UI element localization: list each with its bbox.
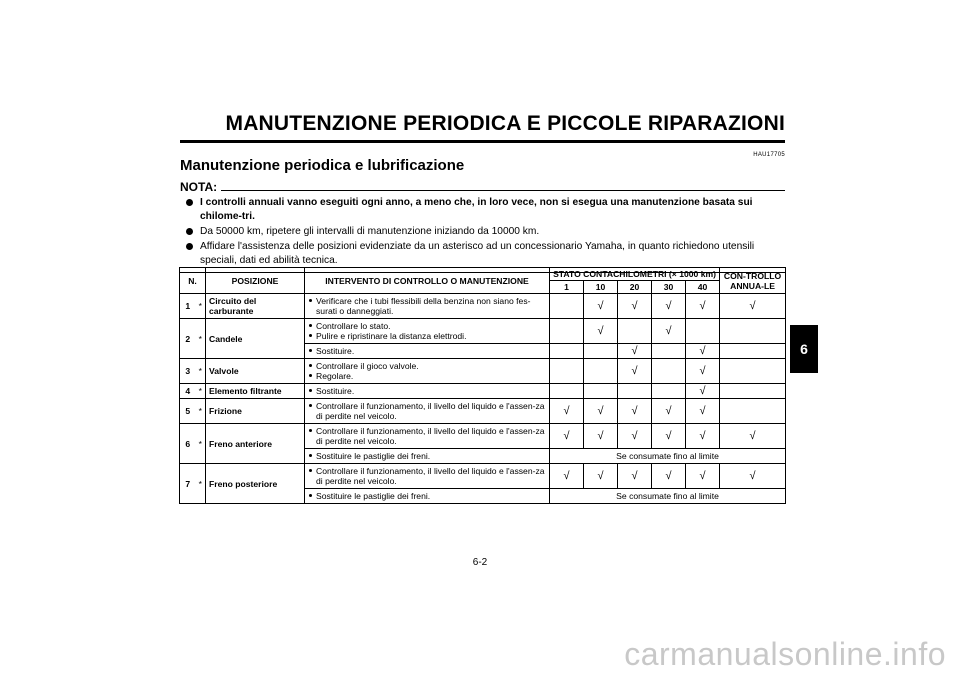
empty-cell <box>618 319 652 344</box>
header-rule <box>180 140 785 143</box>
table-row <box>180 464 786 489</box>
note-block <box>180 180 785 273</box>
table-row <box>180 384 786 399</box>
empty-cell <box>720 319 786 344</box>
empty-cell <box>652 344 686 359</box>
check-mark: √ <box>584 319 618 344</box>
action-text: Sostituire. <box>316 386 355 396</box>
row-number: 5 <box>180 399 196 424</box>
note-list <box>180 196 785 268</box>
bullet-icon <box>186 228 193 235</box>
note-label: NOTA: <box>180 180 218 194</box>
row-asterisk: * <box>196 424 206 464</box>
row-number: 2 <box>180 319 196 359</box>
bullet-icon <box>186 243 193 250</box>
row-number: 4 <box>180 384 196 399</box>
check-mark: √ <box>584 399 618 424</box>
empty-cell <box>652 384 686 399</box>
action-item <box>309 331 545 341</box>
maintenance-table <box>179 267 786 504</box>
action-text: Verificare che i tubi flessibili della benzina non siano fes-surati o danneggiati. <box>316 296 531 316</box>
page-header-title: MANUTENZIONE PERIODICA E PICCOLE RIPARAZIONI <box>225 112 785 135</box>
row-action <box>305 384 550 399</box>
row-number: 6 <box>180 424 196 464</box>
action-text: Controllare il funzionamento, il livello del liquido e l'assen-za di perdite nel veicolo. <box>316 466 545 486</box>
check-mark: √ <box>618 294 652 319</box>
check-mark: √ <box>686 294 720 319</box>
table-row <box>180 399 786 424</box>
check-mark: √ <box>652 399 686 424</box>
check-mark: √ <box>618 344 652 359</box>
check-mark: √ <box>686 359 720 384</box>
row-asterisk: * <box>196 359 206 384</box>
check-mark: √ <box>686 424 720 449</box>
check-mark: √ <box>686 399 720 424</box>
note-item <box>180 225 785 239</box>
action-text: Pulire e ripristinare la distanza elettrodi. <box>316 331 467 341</box>
action-item <box>309 451 545 461</box>
row-action <box>305 449 550 464</box>
header-action: INTERVENTO DI CONTROLLO O MANUTENZIONE <box>305 268 550 294</box>
bullet-icon <box>309 349 312 352</box>
empty-cell <box>720 359 786 384</box>
row-position: Candele <box>206 319 305 359</box>
table-row <box>180 294 786 319</box>
bullet-icon <box>309 299 312 302</box>
note-item-text: Da 50000 km, ripetere gli intervalli di manutenzione iniziando da 10000 km. <box>200 226 540 237</box>
check-mark: √ <box>618 424 652 449</box>
check-mark: √ <box>618 464 652 489</box>
row-number: 3 <box>180 359 196 384</box>
check-mark: √ <box>584 424 618 449</box>
check-mark: √ <box>720 424 786 449</box>
action-item <box>309 386 545 396</box>
row-interval-note: Se consumate fino al limite <box>550 449 786 464</box>
row-action <box>305 399 550 424</box>
empty-cell <box>550 359 584 384</box>
header-km-10: 10 <box>584 281 618 294</box>
header-km-20: 20 <box>618 281 652 294</box>
action-item <box>309 491 545 501</box>
bullet-icon <box>309 324 312 327</box>
note-item <box>180 240 785 268</box>
check-mark: √ <box>720 294 786 319</box>
check-mark: √ <box>652 294 686 319</box>
bullet-icon <box>309 389 312 392</box>
row-action <box>305 319 550 344</box>
empty-cell <box>550 384 584 399</box>
row-action <box>305 424 550 449</box>
check-mark: √ <box>652 464 686 489</box>
header-odometer: STATO CONTACHILOMETRI (× 1000 km) <box>550 268 720 281</box>
check-mark: √ <box>652 424 686 449</box>
note-item <box>180 196 785 224</box>
row-asterisk: * <box>196 464 206 504</box>
row-position: Elemento filtrante <box>206 384 305 399</box>
bullet-icon <box>186 199 193 206</box>
check-mark: √ <box>584 464 618 489</box>
row-asterisk: * <box>196 384 206 399</box>
empty-cell <box>584 344 618 359</box>
action-item <box>309 321 545 331</box>
note-heading-rule <box>221 190 785 191</box>
action-text: Sostituire le pastiglie dei freni. <box>316 491 431 501</box>
table-body <box>180 294 786 504</box>
check-mark: √ <box>686 344 720 359</box>
action-item <box>309 401 545 421</box>
bullet-icon <box>309 334 312 337</box>
header-annual: CON-TROLLO ANNUA-LE <box>720 268 786 294</box>
row-asterisk: * <box>196 294 206 319</box>
row-interval-note: Se consumate fino al limite <box>550 489 786 504</box>
empty-cell <box>584 384 618 399</box>
action-item <box>309 361 545 371</box>
header-km-30: 30 <box>652 281 686 294</box>
section-title: Manutenzione periodica e lubrificazione <box>180 157 465 174</box>
table-row <box>180 319 786 344</box>
note-item-text: Affidare l'assistenza delle posizioni evidenziate da un asterisco ad un concessionario Yamaha, in quanto richiedono utensili speciali, dati ed abilità tecnica. <box>200 241 755 266</box>
row-position: Circuito del carburante <box>206 294 305 319</box>
check-mark: √ <box>686 464 720 489</box>
header-number: N. <box>180 268 206 294</box>
note-heading <box>180 180 785 194</box>
action-text: Controllare il gioco valvole. <box>316 361 419 371</box>
bullet-icon <box>309 364 312 367</box>
bullet-icon <box>309 374 312 377</box>
row-action <box>305 294 550 319</box>
action-text: Sostituire le pastiglie dei freni. <box>316 451 431 461</box>
row-number: 7 <box>180 464 196 504</box>
action-item <box>309 296 545 316</box>
action-text: Controllare lo stato. <box>316 321 391 331</box>
check-mark: √ <box>550 424 584 449</box>
empty-cell <box>550 294 584 319</box>
empty-cell <box>720 384 786 399</box>
header-position: POSIZIONE <box>206 268 305 294</box>
row-asterisk: * <box>196 319 206 359</box>
empty-cell <box>686 319 720 344</box>
row-action <box>305 359 550 384</box>
action-text: Controllare il funzionamento, il livello del liquido e l'assen-za di perdite nel veicolo. <box>316 401 545 421</box>
row-action <box>305 464 550 489</box>
row-action <box>305 489 550 504</box>
bullet-icon <box>309 429 312 432</box>
table-header-row <box>180 268 786 281</box>
check-mark: √ <box>584 294 618 319</box>
empty-cell <box>652 359 686 384</box>
action-item <box>309 371 545 381</box>
row-position: Valvole <box>206 359 305 384</box>
check-mark: √ <box>652 319 686 344</box>
empty-cell <box>720 399 786 424</box>
check-mark: √ <box>550 464 584 489</box>
header-km-40: 40 <box>686 281 720 294</box>
action-item <box>309 346 545 356</box>
check-mark: √ <box>720 464 786 489</box>
row-asterisk: * <box>196 399 206 424</box>
document-code: HAU17705 <box>753 152 785 158</box>
row-position: Freno posteriore <box>206 464 305 504</box>
action-text: Sostituire. <box>316 346 355 356</box>
bullet-icon <box>309 494 312 497</box>
empty-cell <box>550 319 584 344</box>
check-mark: √ <box>686 384 720 399</box>
row-position: Freno anteriore <box>206 424 305 464</box>
action-text: Controllare il funzionamento, il livello del liquido e l'assen-za di perdite nel veicolo. <box>316 426 545 446</box>
note-item-text: I controlli annuali vanno eseguiti ogni anno, a meno che, in loro vece, non si esegua una manutenzione basata sui chilome-tri. <box>200 197 753 222</box>
page-header <box>180 112 785 143</box>
chapter-tab: 6 <box>790 325 818 373</box>
table-row <box>180 359 786 384</box>
action-item <box>309 466 545 486</box>
bullet-icon <box>309 404 312 407</box>
action-text: Regolare. <box>316 371 354 381</box>
table-row <box>180 424 786 449</box>
empty-cell <box>720 344 786 359</box>
watermark: carmanualsonline.info <box>624 636 946 672</box>
bullet-icon <box>309 469 312 472</box>
header-km-1: 1 <box>550 281 584 294</box>
check-mark: √ <box>618 399 652 424</box>
row-action <box>305 344 550 359</box>
bullet-icon <box>309 454 312 457</box>
row-position: Frizione <box>206 399 305 424</box>
check-mark: √ <box>550 399 584 424</box>
empty-cell <box>550 344 584 359</box>
empty-cell <box>584 359 618 384</box>
row-number: 1 <box>180 294 196 319</box>
page-number: 6-2 <box>472 557 488 568</box>
action-item <box>309 426 545 446</box>
check-mark: √ <box>618 359 652 384</box>
empty-cell <box>618 384 652 399</box>
